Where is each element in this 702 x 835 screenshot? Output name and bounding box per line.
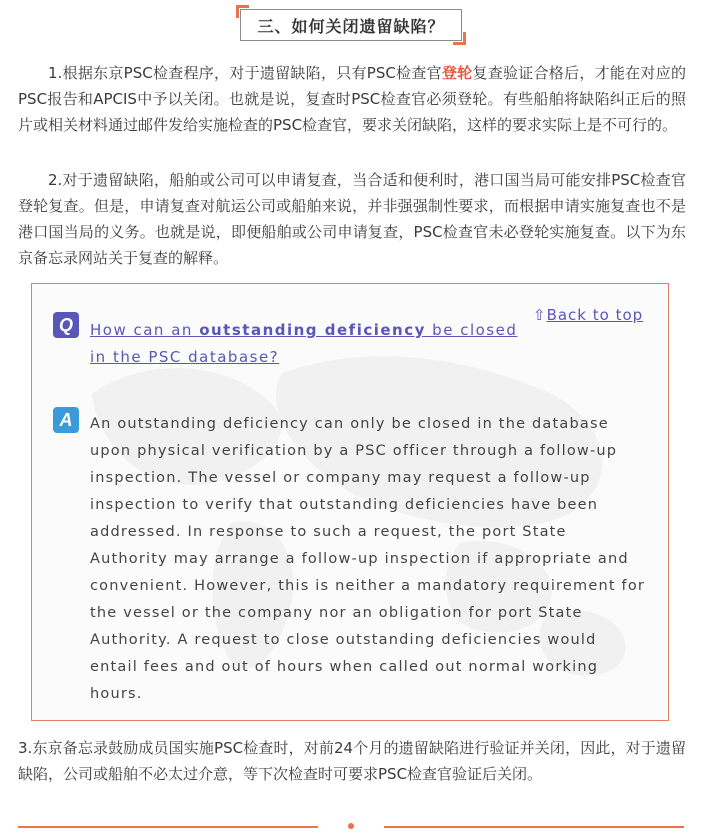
section-heading (236, 5, 466, 45)
paragraph-1-after: 复查验证合格后，才能在对应的PSC报告和APCIS中予以关闭。也就是说，复查时PSC检查官必须登轮。有些船舶将缺陷纠正后的照片或相关材料通过邮件发给实施检查的PSC检查官，要求关闭缺陷，这样的要求实际上是不可行的。 (18, 64, 686, 134)
question-icon: Q (53, 312, 79, 338)
paragraph-3: 3.东京备忘录鼓励成员国实施PSC检查时，对前24个月的遗留缺陷进行验证并关闭，因此，对于遗留缺陷，公司或船舶不必太过介意，等下次检查时可要求PSC检查官验证后关闭。 (18, 739, 686, 783)
footer-divider-right (384, 826, 684, 828)
faq-question-link[interactable] (90, 317, 520, 371)
question-pre: How can an (90, 321, 200, 339)
back-to-top-label: Back to top (546, 306, 644, 324)
section-heading-text: 三、如何关闭遗留缺陷？ (257, 16, 445, 36)
answer-icon: A (53, 407, 79, 433)
section-heading-box (240, 9, 462, 41)
paragraph-2: 2.对于遗留缺陷，船舶或公司可以申请复查，当合适和便利时，港口国当局可能安排PSC检查官登轮复查。但是，申请复查对航运公司或船舶来说，并非强强制性要求，而根据申请实施复查也不是港口国当局的义务。也就是说，即便船舶或公司申请复查，PSC检查官未必登轮实施复查。以下为东京备忘录网站关于复查的解释。 (18, 171, 686, 267)
footer-dot (348, 823, 354, 829)
footer-divider-left (18, 826, 318, 828)
question-bold: outstanding deficiency (199, 321, 426, 339)
faq-box (31, 283, 669, 721)
paragraph-1 (18, 60, 686, 138)
faq-answer: An outstanding deficiency can only be closed in the database upon physical verification by a PSC officer through a follow-up inspection. The vessel or company may request a follow-up inspection to verify that outstanding deficiencies have been addressed. In response to such a request, the port State Authority may arrange a follow-up inspection if appropriate and convenient. However, this is neither a mandatory requirement for the vessel or the company nor an obligation for port State Authority. A request to close outstanding deficiencies would entail fees and out of hours when called out normal working hours. (90, 416, 646, 702)
arrow-up-icon: ⇧ (533, 306, 547, 324)
highlight-boarding: 登轮 (441, 64, 473, 82)
back-to-top-link[interactable] (533, 306, 643, 324)
paragraph-1-before: 1.根据东京PSC检查程序，对于遗留缺陷，只有PSC检查官 (48, 64, 442, 82)
question-post: be closed in the PSC database? (90, 321, 518, 366)
